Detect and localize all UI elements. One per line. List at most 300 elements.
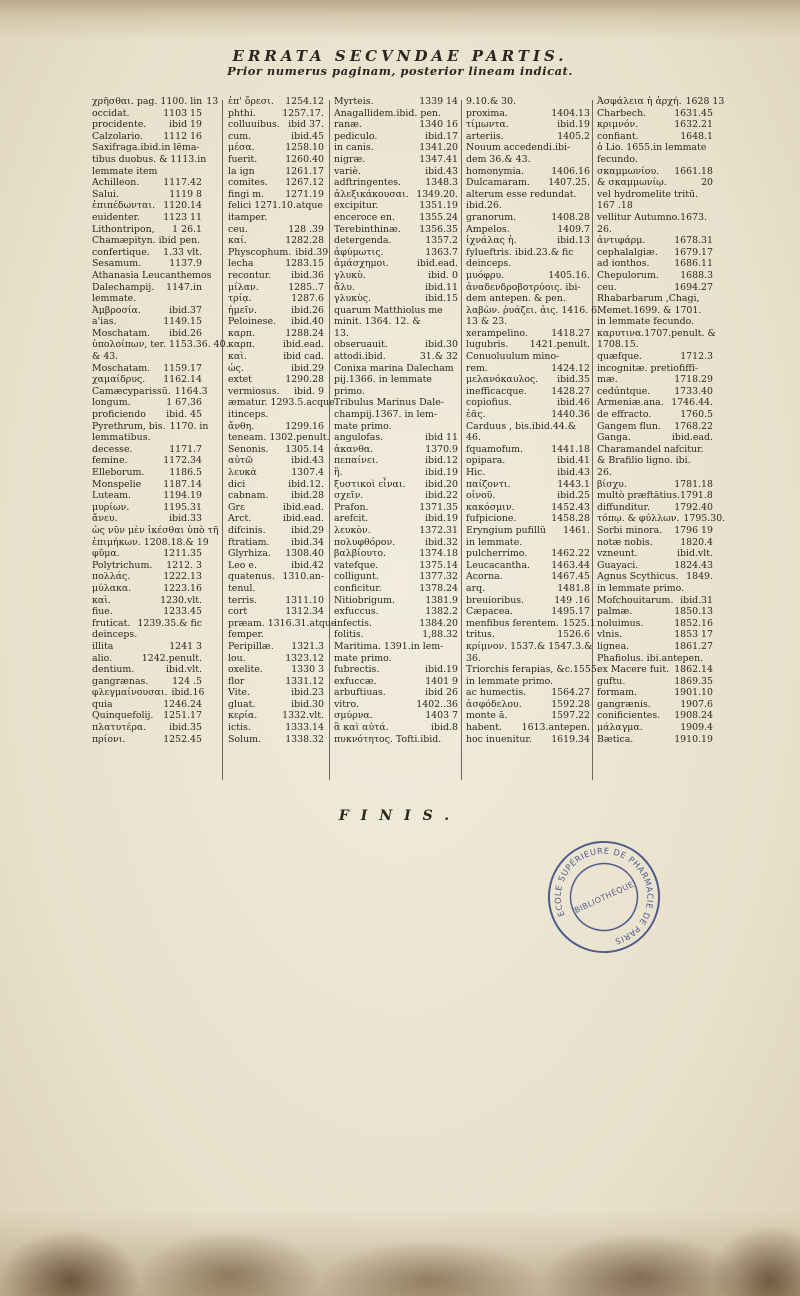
errata-location: 1632.21 <box>674 119 713 131</box>
errata-term: tritus. <box>466 629 495 641</box>
errata-location: 1372.31 <box>419 524 458 536</box>
errata-term: obseruauit. <box>334 339 388 351</box>
errata-entry <box>334 374 458 386</box>
errata-term: ὑπολοίπων, ter. 1153.36. 40. <box>92 339 229 351</box>
errata-location: 1781.18 <box>674 478 713 490</box>
errata-location: 1760.5 <box>680 409 713 421</box>
errata-term: exfuccus. <box>334 606 379 618</box>
errata-entry <box>228 421 324 433</box>
errata-location: 1407.25. <box>548 177 590 189</box>
errata-term: ceu. <box>228 223 248 235</box>
errata-entry <box>228 490 324 502</box>
errata-entry <box>228 664 324 676</box>
errata-term: gangrænis. <box>597 698 651 710</box>
errata-term: Acorna. <box>466 571 503 583</box>
errata-term: menfibus ferentem. <box>466 617 559 629</box>
errata-term: notæ nobis. <box>597 536 653 548</box>
errata-column-3 <box>334 96 458 745</box>
errata-entry <box>334 96 458 108</box>
errata-location: ibid.vlt. <box>676 548 713 560</box>
errata-entry <box>597 374 713 386</box>
errata-entry <box>334 525 458 537</box>
errata-term: γλυκὺ. <box>334 269 366 281</box>
errata-entry <box>334 710 458 722</box>
errata-entry <box>92 328 202 340</box>
errata-entry <box>92 166 202 178</box>
errata-term: la ign <box>228 165 255 177</box>
errata-term: σκαμμωνίου. <box>597 165 660 177</box>
errata-entry <box>228 293 324 305</box>
errata-term: a'ias. <box>92 316 117 328</box>
errata-term: καρυτινα.1707.penult. & <box>597 327 716 339</box>
errata-entry <box>466 467 590 479</box>
errata-location: 1481.8 <box>557 582 590 594</box>
errata-location: 1688.3 <box>680 269 713 281</box>
errata-subtitle: Prior numerus paginam, posterior lineam indicat. <box>227 64 573 78</box>
errata-term: Conixa marina Dalecham <box>334 362 454 374</box>
errata-term: παίζοντι. <box>466 478 511 490</box>
errata-location: ibid.26 <box>291 304 324 316</box>
errata-location: ibid.42 <box>291 559 324 571</box>
errata-location: 1678.31 <box>674 235 713 247</box>
errata-location: 1374.18 <box>419 548 458 560</box>
errata-entry <box>597 131 713 143</box>
errata-entry <box>92 653 202 665</box>
errata-entry <box>466 525 590 537</box>
errata-entry <box>334 641 458 653</box>
errata-term: Hic. <box>466 467 486 478</box>
errata-location: ibid.19 <box>425 513 458 525</box>
errata-location: ibid 19 <box>169 119 202 131</box>
errata-location: 1246.24 <box>163 698 202 710</box>
errata-term: ἠμεῖν. <box>228 304 257 316</box>
errata-entry <box>92 200 202 212</box>
errata-entry <box>466 606 590 618</box>
errata-term: felici 1271.10.atque <box>228 200 323 212</box>
errata-term: gangrænas. <box>92 675 149 687</box>
errata-term: confertique. <box>92 246 150 258</box>
errata-entry <box>466 699 590 711</box>
errata-location: 1428.27 <box>551 385 590 397</box>
errata-entry <box>334 734 458 746</box>
errata-term: Moschatam. <box>92 327 151 339</box>
errata-entry <box>597 397 713 409</box>
errata-location: 1349.20. <box>416 188 458 200</box>
errata-entry <box>92 316 202 328</box>
errata-location: 1159.17 <box>163 362 202 374</box>
errata-location: 1230.vlt. <box>160 594 202 606</box>
errata-entry <box>334 722 458 734</box>
errata-location: 1401 9 <box>425 675 458 687</box>
errata-entry <box>228 734 324 746</box>
errata-entry <box>92 282 202 294</box>
errata-location: 1458.28 <box>551 513 590 525</box>
errata-location: 1405.16. <box>548 269 590 281</box>
errata-entry <box>228 131 324 143</box>
errata-term: in lemmate primo. <box>597 582 685 594</box>
errata-entry <box>92 560 202 572</box>
errata-entry <box>334 699 458 711</box>
errata-term: teneam. 1302.penult. <box>228 432 330 444</box>
errata-entry <box>466 328 590 340</box>
errata-term: Quinquefolij. <box>92 710 154 722</box>
errata-entry <box>92 385 208 398</box>
errata-location: 1384.20 <box>419 617 458 629</box>
errata-entry <box>597 653 713 665</box>
errata-term: Tribulus Marinus Dale- <box>334 397 444 409</box>
errata-term: Agnus Scythicus. <box>597 571 679 583</box>
errata-entry <box>92 524 219 537</box>
errata-location: ibid.29 <box>291 362 324 374</box>
errata-location: 1.33 vlt. <box>163 246 202 258</box>
errata-term: τρίᾳ. <box>228 293 252 305</box>
errata-location: ibid.8 <box>431 722 458 734</box>
errata-term: comites. <box>228 177 268 189</box>
errata-entry <box>597 119 713 131</box>
errata-term: champij.1367. in lem- <box>334 409 438 421</box>
errata-entry <box>228 571 324 583</box>
errata-entry <box>228 595 324 607</box>
errata-location: 1282.28 <box>285 235 324 247</box>
errata-term: ἰχνάλας ἡ. <box>466 235 517 247</box>
errata-location: 1288.24 <box>285 327 324 339</box>
errata-term: ictis. <box>228 722 251 734</box>
errata-entry <box>92 455 202 467</box>
errata-term: adftringentes. <box>334 177 402 189</box>
errata-entry <box>597 699 713 711</box>
errata-term: lemmate item <box>92 165 158 177</box>
errata-term: fuerit. <box>228 153 258 165</box>
errata-term: μίλαν. <box>228 281 259 293</box>
errata-term: τόπῳ. & φύλλων. <box>597 513 680 525</box>
errata-location: ibid.15 <box>425 293 458 305</box>
errata-location: 1120.14 <box>163 200 202 212</box>
errata-term: deinceps. <box>92 629 138 641</box>
errata-term: enceroce en. <box>334 211 395 223</box>
errata-location: 1239.35.& fic <box>137 617 202 629</box>
errata-entry <box>228 351 324 363</box>
errata-location: 1340 16 <box>419 119 458 131</box>
errata-term: πλατυτέρα. <box>92 722 147 734</box>
errata-entry <box>466 224 590 236</box>
errata-entry <box>597 142 713 154</box>
errata-entry <box>466 479 590 491</box>
errata-entry <box>334 397 458 409</box>
errata-entry <box>466 571 590 583</box>
errata-term: fiue. <box>92 606 113 618</box>
errata-entry <box>466 166 590 178</box>
errata-entry <box>597 270 713 282</box>
errata-entry <box>466 386 590 398</box>
errata-term: ibid.26. <box>466 200 502 212</box>
errata-location: 1211.35 <box>163 548 202 560</box>
errata-location: ibid.35 <box>557 374 590 386</box>
errata-entry <box>466 513 590 525</box>
errata-location: 1194.19 <box>163 490 202 502</box>
errata-entry <box>228 386 324 398</box>
errata-term: Maritima. 1391.in lem- <box>334 640 444 652</box>
errata-term: habent. <box>466 722 502 734</box>
errata-location: 20 <box>701 177 713 189</box>
errata-entry <box>466 374 590 386</box>
errata-term: ἄνευ. <box>92 513 118 525</box>
errata-term: æmatur. 1293.5.acque <box>228 397 335 409</box>
errata-entry <box>466 96 590 108</box>
errata-location: 1408.28 <box>551 211 590 223</box>
errata-entry <box>92 339 229 351</box>
errata-entry <box>228 258 324 270</box>
errata-term: ἀκανθα. <box>334 443 374 455</box>
errata-term: Dulcamaram. <box>466 177 530 189</box>
errata-term: itamper. <box>228 211 268 223</box>
errata-term: minit. 1364. 12. & <box>334 316 421 328</box>
errata-term: rem. <box>466 362 488 374</box>
errata-entry <box>228 699 324 711</box>
errata-term: 1708.15. <box>597 339 639 351</box>
errata-entry <box>228 467 324 479</box>
errata-term: Senonis. <box>228 443 269 455</box>
errata-location: ibid.36 <box>291 269 324 281</box>
errata-term: difcinis. <box>228 524 266 536</box>
errata-entry <box>228 560 324 572</box>
errata-entry <box>597 513 726 525</box>
errata-location: ibid.ead. <box>671 432 713 444</box>
errata-entry <box>466 629 590 641</box>
errata-column-1 <box>92 96 229 745</box>
errata-entry <box>597 154 713 166</box>
errata-entry <box>466 548 590 560</box>
errata-location: ibid.33 <box>169 513 202 525</box>
errata-location: 1526.6 <box>557 629 590 641</box>
errata-entry <box>228 479 324 491</box>
errata-term: ἀμάσχημοι. <box>334 258 389 270</box>
errata-location: 1112 16 <box>163 130 202 142</box>
errata-term: itinceps. <box>228 409 269 421</box>
errata-location: 1290.28 <box>285 374 324 386</box>
errata-term: ἢ. <box>334 467 343 478</box>
errata-term: ξυστικοὶ εἶναι. <box>334 478 406 490</box>
errata-term: ἐπ' ὄρεσι. <box>228 96 274 107</box>
errata-term: κακόσμιν. <box>466 501 515 513</box>
errata-location: 1331.12 <box>285 675 324 687</box>
errata-location: 1377.32 <box>419 571 458 583</box>
errata-entry <box>466 490 590 502</box>
errata-term: ἀσφόδελου. <box>466 698 522 710</box>
errata-column-2 <box>228 96 337 745</box>
errata-term: infectis. <box>334 617 372 629</box>
errata-entry <box>466 293 590 305</box>
errata-term: λαβὼν. ῥυάζει. ἀις. 1416. 6. <box>466 304 601 316</box>
errata-term: diffunditur. <box>597 501 650 513</box>
errata-entry <box>92 305 202 317</box>
errata-entry <box>466 455 590 467</box>
errata-location: 1355.24 <box>419 211 458 223</box>
errata-term: fruticat. <box>92 617 131 629</box>
errata-term: Leo e. <box>228 559 257 571</box>
errata-location: 1330 3 <box>291 664 324 676</box>
errata-term: ἀφύμωτις. <box>334 246 384 258</box>
errata-entry <box>466 444 590 456</box>
errata-term: Moschatam. <box>92 362 151 374</box>
errata-term: Sesamum. <box>92 258 142 270</box>
errata-entry <box>466 131 590 143</box>
errata-term: pij.1366. in lemmate <box>334 374 432 386</box>
errata-entry <box>228 328 324 340</box>
errata-term: vitro. <box>334 698 360 710</box>
errata-location: 1404.13 <box>551 107 590 119</box>
errata-location: ibid.35 <box>169 722 202 734</box>
errata-entry <box>92 722 202 734</box>
errata-entry <box>334 316 458 328</box>
errata-entry <box>228 200 324 212</box>
errata-term: pediculo. <box>334 130 378 142</box>
errata-term: conficitur. <box>334 582 382 594</box>
errata-location: 1619.34 <box>551 733 590 745</box>
errata-term: Chepulorum. <box>597 269 659 281</box>
errata-location: 1310.an- <box>282 571 324 583</box>
errata-location: 1849. <box>686 571 713 583</box>
errata-term: in canis. <box>334 142 374 154</box>
errata-entry <box>597 502 713 514</box>
errata-term: Phafiolus. ibi.antepen. <box>597 652 704 664</box>
errata-entry <box>92 351 202 363</box>
errata-entry <box>334 467 458 479</box>
errata-term: arq. <box>466 582 486 594</box>
errata-location: 1339 14 <box>419 96 458 107</box>
errata-location: 1592.28 <box>551 698 590 710</box>
errata-term: femine. <box>92 455 128 467</box>
errata-location: 1694.27 <box>674 281 713 293</box>
errata-location: 1356.35 <box>419 223 458 235</box>
errata-entry <box>334 571 458 583</box>
errata-term: ἐπιμήκων. 1208.18.& 19 <box>92 536 209 548</box>
errata-entry <box>466 722 590 734</box>
errata-location: 1271.19 <box>285 188 324 200</box>
errata-entry <box>92 409 202 421</box>
errata-entry <box>334 502 458 514</box>
errata-location: 1312.34 <box>285 606 324 618</box>
errata-term: opipara. <box>466 455 506 467</box>
errata-term: Conuoluulum mino- <box>466 351 560 363</box>
errata-entry <box>228 224 324 236</box>
errata-location: 1746.44. <box>671 397 713 409</box>
errata-term: flor <box>228 675 245 687</box>
errata-entry <box>92 490 202 502</box>
errata-location: 1172.34 <box>163 455 202 467</box>
errata-location: 1103 15 <box>163 107 202 119</box>
errata-location: ibid.19 <box>425 664 458 676</box>
errata-location: 1251.17 <box>163 710 202 722</box>
errata-term: κερία. <box>228 710 258 722</box>
errata-term: Charamandel nafcitur. <box>597 443 704 455</box>
errata-term: pulcherrimo. <box>466 548 528 560</box>
errata-term: πολυφθόρον. <box>334 536 396 548</box>
errata-term: Peripillæ. <box>228 640 274 652</box>
errata-location: ibid.28 <box>291 490 324 502</box>
errata-term: fubrectis. <box>334 664 380 676</box>
errata-location: ibid 11 <box>425 432 458 444</box>
errata-entry <box>466 432 590 444</box>
errata-term: breuioribus. <box>466 594 525 606</box>
errata-entry <box>334 548 458 560</box>
errata-entry <box>334 119 458 131</box>
errata-term: præam. 1316.31.atque <box>228 617 337 629</box>
errata-title: ERRATA SECVNDAE PARTIS. <box>232 47 568 65</box>
errata-entry <box>466 653 590 665</box>
errata-entry <box>466 397 590 409</box>
errata-location: 1164.3 <box>174 385 208 397</box>
errata-location: 1901.10 <box>674 687 713 699</box>
errata-location: 1195.31 <box>163 501 202 513</box>
errata-entry <box>334 490 458 502</box>
errata-term: lecha <box>228 258 254 270</box>
errata-entry <box>92 131 202 143</box>
errata-entry <box>597 618 713 630</box>
errata-location: ibid. 0 <box>428 269 458 281</box>
errata-entry <box>228 525 324 537</box>
errata-entry <box>597 444 713 456</box>
top-stain <box>0 0 800 40</box>
errata-entry <box>334 108 458 120</box>
errata-location: 1341.20 <box>419 142 458 154</box>
errata-term: πυκνότητος. Tofti.ibid. <box>334 733 442 745</box>
errata-location: 1443.1 <box>557 478 590 490</box>
errata-entry <box>466 119 590 131</box>
errata-entry <box>92 224 202 236</box>
errata-entry <box>597 734 713 746</box>
errata-location: 1170. in <box>169 420 209 432</box>
errata-location: 1305.14 <box>285 443 324 455</box>
errata-entry <box>334 351 458 363</box>
errata-location: 1686.11 <box>674 258 713 270</box>
errata-entry <box>334 282 458 294</box>
errata-location: 1597.22 <box>551 710 590 722</box>
errata-term: quia <box>92 698 113 710</box>
errata-term: tibus duobus. & 1113.in <box>92 153 207 165</box>
errata-term: cum. <box>228 130 252 142</box>
errata-term: fecundo. <box>597 153 638 165</box>
errata-entry <box>228 119 324 131</box>
errata-entry <box>228 282 324 294</box>
errata-entry <box>597 351 713 363</box>
errata-term: πρίονι. <box>92 733 126 745</box>
errata-entry <box>466 363 590 375</box>
errata-term: Physcophum. <box>228 246 292 258</box>
errata-entry <box>334 537 458 549</box>
errata-location: 1424.12 <box>551 362 590 374</box>
errata-entry <box>92 96 219 108</box>
errata-location: 1332.vlt. <box>282 710 324 722</box>
errata-location: 1254.12 <box>285 96 324 107</box>
errata-entry <box>228 606 324 618</box>
errata-location: 1796 19 <box>674 524 713 536</box>
errata-location: 1467.45 <box>551 571 590 583</box>
errata-term: Chamæpityn. ibid pen. <box>92 235 201 247</box>
errata-term: quatenus. <box>228 571 275 583</box>
errata-term: vermiosus. <box>228 385 280 397</box>
errata-location: 1283.15 <box>285 258 324 270</box>
errata-term: Charbech. <box>597 107 647 119</box>
errata-entry <box>228 339 324 351</box>
errata-location: 1564.27 <box>551 687 590 699</box>
errata-entry <box>92 269 212 282</box>
errata-location: 1628 13 <box>685 96 725 107</box>
errata-term: vellitur Autumno.1673. <box>597 211 707 223</box>
errata-entry <box>597 282 713 294</box>
errata-location: ibid.23 <box>291 687 324 699</box>
errata-term: Terebinthinæ. <box>334 223 401 235</box>
errata-entry <box>228 537 324 549</box>
